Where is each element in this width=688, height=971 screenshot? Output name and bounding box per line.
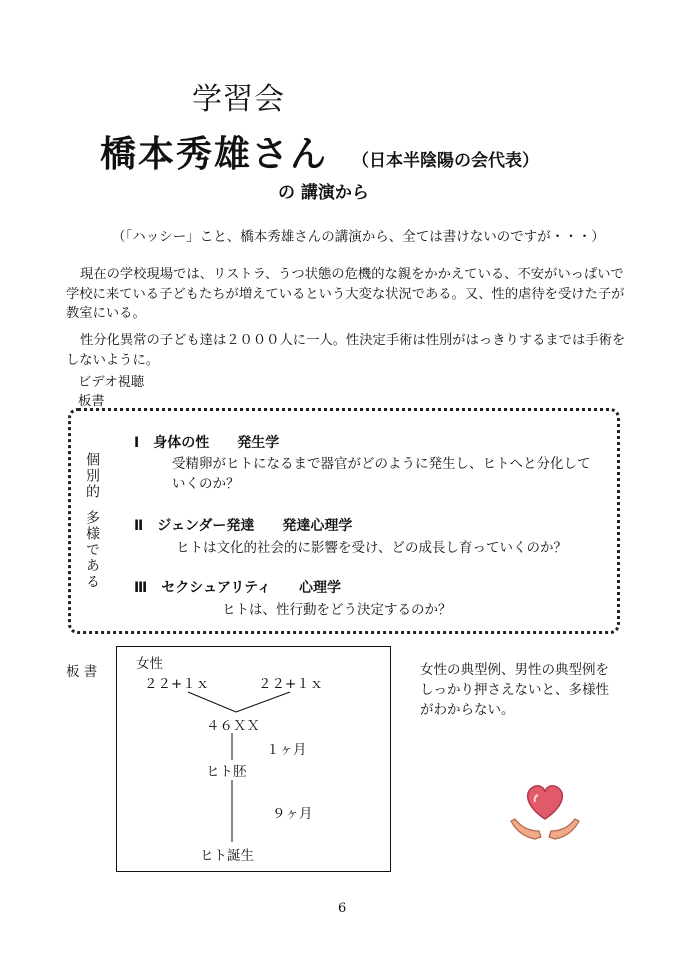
section-3-line-1: ヒトは、性行動をどう決定するのか？ — [222, 602, 452, 618]
paragraph-1: 現在の学校現場では、リストラ、うつ状態の危機的な親をかかえている、不安がいっぱいで学校に来ている子どもたちが増えているという大変な状況である。又、性的虐待を受けた子が教室にいる。 — [66, 267, 625, 321]
section-1-line-1: 受精卵がヒトになるまで器官がどのように発生し、ヒトへと分化して — [172, 456, 591, 472]
diagram-nine-months: ９ヶ月 — [272, 806, 313, 822]
title-affiliation: （日本半陰陽の会代表） — [352, 151, 539, 171]
paragraph-2: 性分化異常の子ども達は２０００人に一人。性決定手術は性別がはっきりするまでは手術をしないように。 — [66, 333, 626, 368]
heart-hands-icon — [505, 775, 585, 855]
diagram-line-right — [236, 692, 290, 712]
diagram-line-left — [188, 692, 236, 712]
video-label: ビデオ視聴 — [78, 375, 145, 390]
vertical-text-diverse: 多様である — [84, 510, 100, 590]
section-2-title: Ⅱ ジェンダー発達 発達心理学 — [134, 518, 353, 534]
diagram-embryo: ヒト胚 — [206, 764, 247, 780]
title-suffix: の 講演から — [278, 183, 369, 203]
side-note: 女性の典型例、男性の典型例をしっかり押さえないと、多様性がわからない。 — [420, 662, 609, 718]
section-2-line-1: ヒトは文化的社会的に影響を受け、どの成長し育っていくのか？ — [176, 540, 567, 556]
heart-icon — [528, 786, 563, 819]
page-subtitle: 学習会 — [192, 82, 285, 117]
diagram-chromosome-left: ２２+１ｘ — [144, 676, 210, 692]
diagram-birth: ヒト誕生 — [200, 848, 254, 864]
section-1-line-2: いくのか？ — [172, 476, 240, 492]
page-title: 橋本秀雄さん — [100, 134, 329, 175]
diagram-one-month: １ヶ月 — [266, 742, 307, 758]
diagram-karyotype: ４６ＸＸ — [206, 718, 260, 734]
vertical-text-individual: 個別的 — [84, 452, 100, 500]
intro-text: （「ハッシー」こと、橋本秀雄さんの講演から、全ては書けないのですが・・・） — [112, 229, 605, 245]
section-1-title: Ⅰ 身体の性 発生学 — [134, 435, 280, 451]
diagram-chromosome-right: ２２+１ｘ — [258, 676, 324, 692]
board-label: 板書 — [78, 394, 105, 409]
page-number: 6 — [338, 901, 347, 916]
section-3-title: Ⅲ セクシュアリティ 心理学 — [134, 580, 341, 596]
diagram-female: 女性 — [136, 656, 163, 672]
diagram-label: 板 書 — [66, 664, 98, 680]
right-hand-icon — [549, 819, 579, 839]
left-hand-icon — [511, 819, 541, 839]
